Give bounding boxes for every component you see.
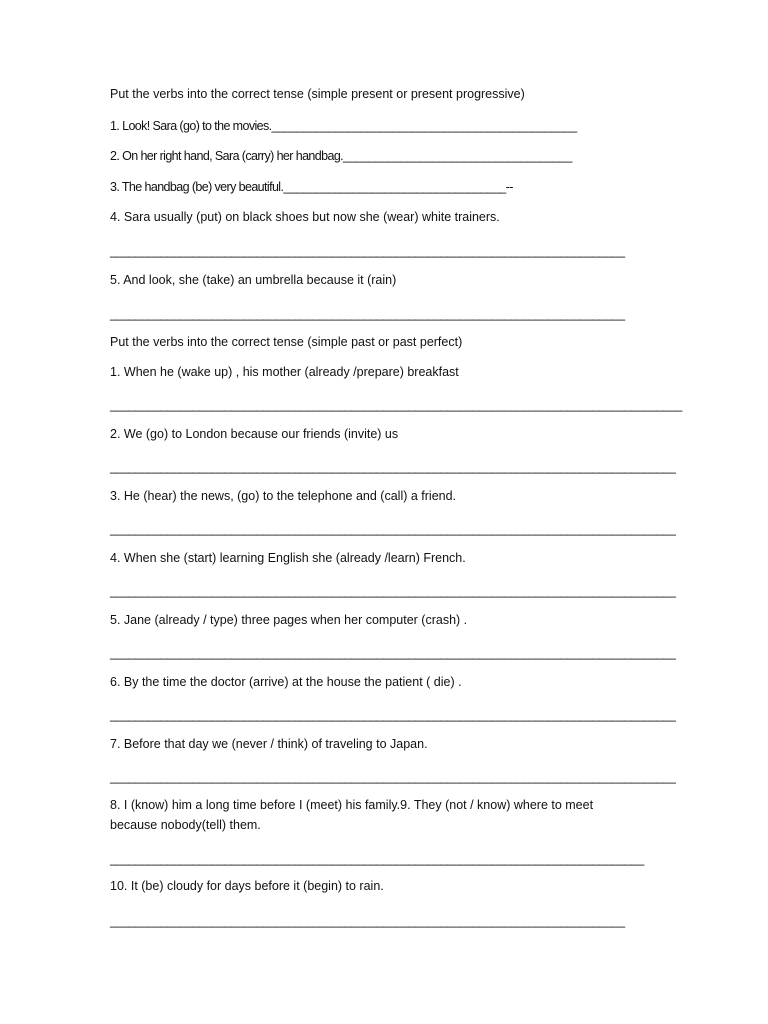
section2-answer-line-10: _________________________________________________________________________________ (110, 914, 625, 928)
section2-answer-line-7: _________________________________________________________________________________________ (110, 770, 676, 784)
section2-heading: Put the verbs into the correct tense (simple past or past perfect) (110, 335, 463, 349)
section1-answer-line-5: _________________________________________________________________________________ (110, 307, 625, 321)
section2-item-4: 4. When she (start) learning English she (already /learn) French. (110, 551, 466, 565)
section2-answer-line-4: _________________________________________________________________________________________ (110, 584, 676, 598)
section2-answer-line-1: __________________________________________________________________________________________ (110, 398, 682, 412)
section1-item-3: 3. The handbag (be) very beautiful.___________________________________-- (110, 180, 513, 194)
section1-item-2: 2. On her right hand, Sara (carry) her handbag.____________________________________ (110, 149, 572, 163)
section2-item-6: 6. By the time the doctor (arrive) at the house the patient ( die) . (110, 675, 462, 689)
section2-item-5: 5. Jane (already / type) three pages when her computer (crash) . (110, 613, 468, 627)
section1-heading: Put the verbs into the correct tense (simple present or present progressive) (110, 87, 525, 101)
section2-item-10: 10. It (be) cloudy for days before it (begin) to rain. (110, 879, 384, 893)
section1-item-1: 1. Look! Sara (go) to the movies.________________________________________________ (110, 119, 577, 133)
section2-answer-line-3: _________________________________________________________________________________________ (110, 522, 676, 536)
section2-item-7: 7. Before that day we (never / think) of traveling to Japan. (110, 737, 428, 751)
section2-item-3: 3. He (hear) the news, (go) to the telephone and (call) a friend. (110, 489, 457, 503)
section2-item-1: 1. When he (wake up) , his mother (already /prepare) breakfast (110, 365, 459, 379)
section2-answer-line-2: _________________________________________________________________________________________ (110, 460, 676, 474)
section2-answer-line-6: _________________________________________________________________________________________ (110, 708, 676, 722)
section1-item-4: 4. Sara usually (put) on black shoes but now she (wear) white trainers. (110, 210, 500, 224)
section1-item-5: 5. And look, she (take) an umbrella because it (rain) (110, 273, 397, 287)
section2-item-8-cont: because nobody(tell) them. (110, 818, 261, 832)
section2-item-8: 8. I (know) him a long time before I (meet) his family.9. They (not / know) where to meet (110, 798, 594, 812)
section2-answer-line-8: ____________________________________________________________________________________ (110, 852, 644, 866)
section2-answer-line-5: _________________________________________________________________________________________ (110, 646, 676, 660)
section1-answer-line-4: _________________________________________________________________________________ (110, 244, 625, 258)
section2-item-2: 2. We (go) to London because our friends (invite) us (110, 427, 399, 441)
